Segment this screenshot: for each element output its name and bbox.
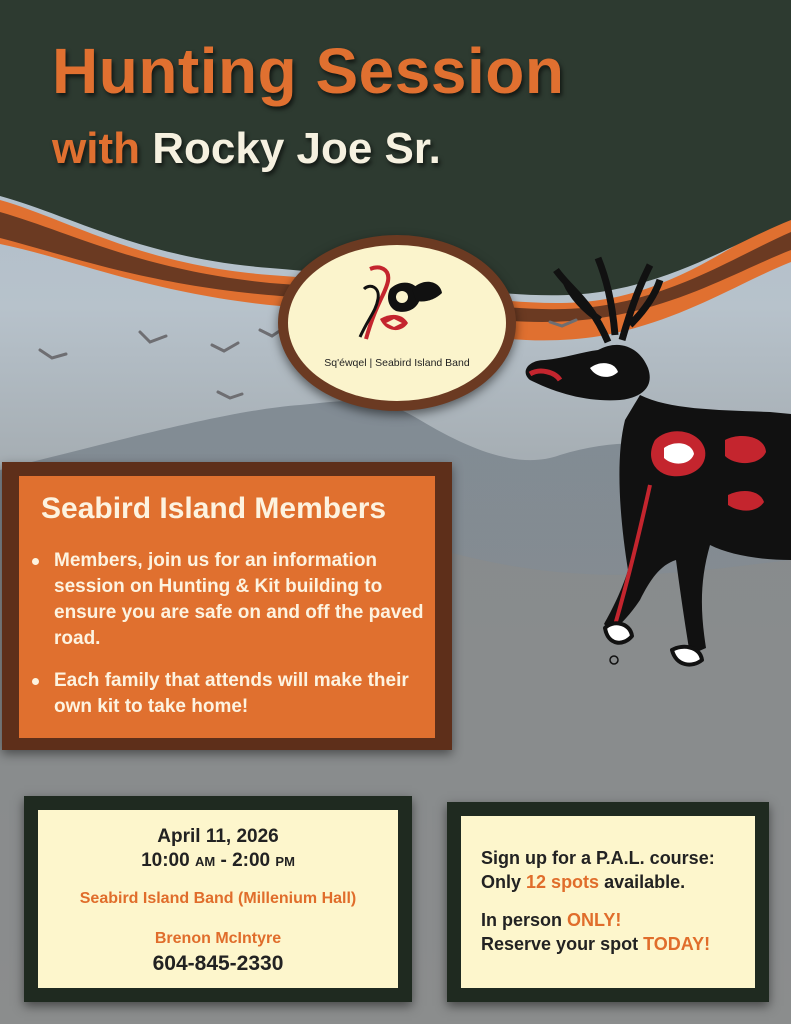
page-subtitle <box>52 124 441 174</box>
time-separator: - <box>215 850 233 871</box>
members-bullet-list <box>19 548 435 736</box>
event-details-panel <box>24 796 412 1002</box>
hoof <box>672 647 702 665</box>
time-start-suffix: AM <box>194 854 216 869</box>
contact-phone: 604-845-2330 <box>152 952 284 975</box>
signup-line-4-highlight: TODAY! <box>643 934 711 954</box>
time-end-suffix: PM <box>275 854 295 869</box>
signup-panel <box>447 802 769 1002</box>
signup-text <box>461 816 755 956</box>
logo-inner-oval <box>288 245 506 401</box>
hoof <box>605 623 632 642</box>
event-details-text <box>38 826 398 976</box>
signup-line-3-prefix: In person <box>481 910 563 930</box>
bullet-text: Each family that attends will make their own kit to take home! <box>54 670 409 717</box>
bird <box>140 332 166 342</box>
time-end: 2:00 <box>232 850 271 871</box>
bullet-icon <box>32 678 39 685</box>
list-item <box>19 548 435 652</box>
members-title: Seabird Island Members <box>41 492 387 525</box>
bird <box>212 343 238 351</box>
signup-line-2-suffix: available. <box>604 872 686 892</box>
spots-count: 12 spots <box>526 872 600 892</box>
seabird-island-logo <box>278 235 516 411</box>
signup-line-3-highlight: ONLY! <box>567 910 622 930</box>
event-date: April 11, 2026 <box>157 826 279 847</box>
event-time <box>38 850 398 872</box>
subtitle-prefix: with <box>52 124 140 173</box>
seabird-logo-icon <box>350 259 446 355</box>
signup-line-4-prefix: Reserve your spot <box>481 934 639 954</box>
presenter-name: Rocky Joe Sr. <box>152 124 441 173</box>
signup-line-1: Sign up for a P.A.L. course: <box>481 848 715 868</box>
bird <box>218 392 242 398</box>
time-start: 10:00 <box>141 850 190 871</box>
signup-line-2-prefix: Only <box>481 872 522 892</box>
signup-line-3 <box>481 908 755 932</box>
list-item <box>19 668 435 720</box>
bird <box>40 350 66 358</box>
event-details-inner <box>38 810 398 988</box>
signup-line-4 <box>481 932 755 956</box>
logo-caption: Sq'éwqel | Seabird Island Band <box>324 357 470 369</box>
event-venue: Seabird Island Band (Millenium Hall) <box>79 890 357 907</box>
members-panel-inner <box>19 476 435 738</box>
contact-name: Brenon McIntyre <box>154 930 282 947</box>
bullet-icon <box>32 558 39 565</box>
page-title: Hunting Session <box>52 35 565 107</box>
signup-line-2 <box>481 870 755 894</box>
bullet-text: Members, join us for an information session on Hunting & Kit building to ensure you are safe on and off the paved road. <box>54 550 424 649</box>
signup-panel-inner <box>461 816 755 988</box>
spacer <box>481 894 755 908</box>
members-panel <box>2 462 452 750</box>
